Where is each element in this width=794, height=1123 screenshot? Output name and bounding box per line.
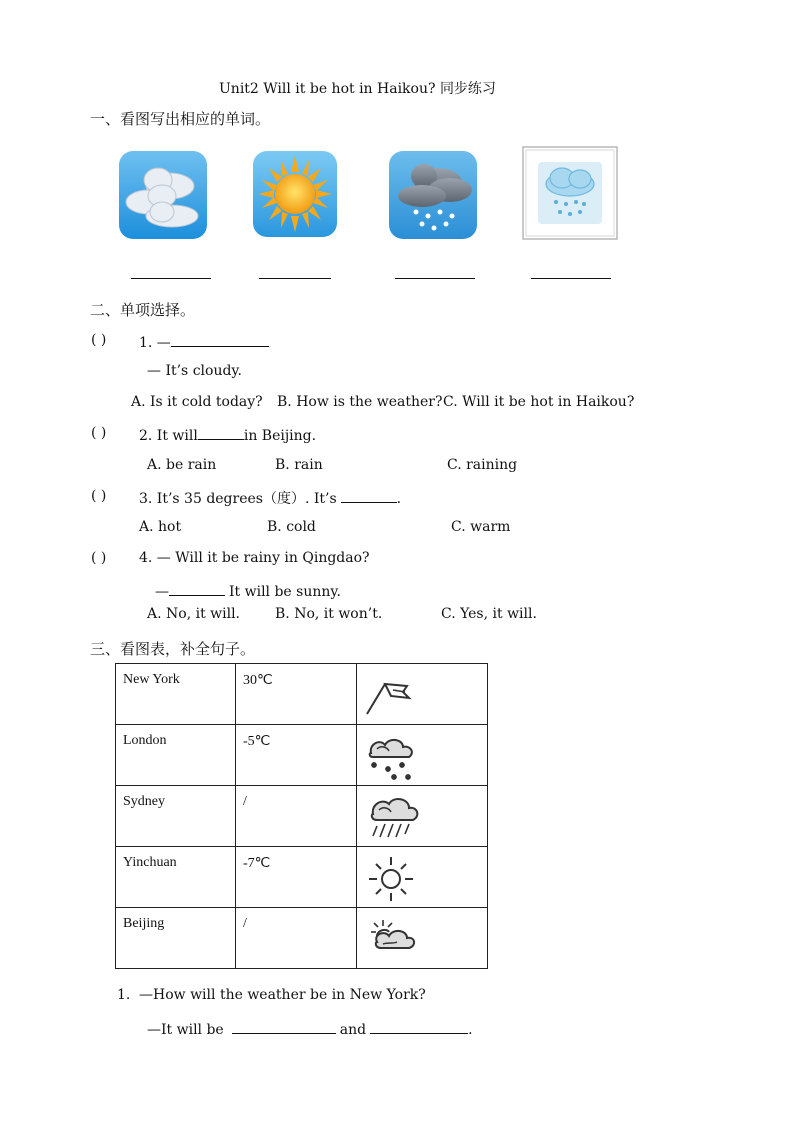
table-row <box>116 664 488 725</box>
q4-answer <box>155 581 341 600</box>
section-3-heading: 三、看图表，补全句子。 <box>90 640 256 658</box>
s3-q1-blank-1[interactable] <box>232 1019 336 1034</box>
q1-stem <box>139 332 269 351</box>
q2-blank[interactable] <box>198 425 244 440</box>
s3-q1-answer-pre: —It will be <box>147 1022 224 1038</box>
answer-line-1[interactable] <box>131 278 211 279</box>
s3-q1-question: —How will the weather be in New York? <box>139 987 426 1003</box>
q1-stem-text: 1. — <box>139 335 171 351</box>
q3-stem <box>139 488 401 508</box>
rainy-cloud-icon <box>522 146 618 244</box>
city-cell: Sydney <box>116 786 236 847</box>
sunny-icon <box>252 150 338 242</box>
q4-stem: 4. — Will it be rainy in Qingdao? <box>139 550 370 566</box>
section-1-heading: 一、看图写出相应的单词。 <box>90 110 271 128</box>
q4-option-b[interactable]: B. No, it won’t. <box>275 606 383 622</box>
page-title: Unit2 Will it be hot in Haikou? 同步练习 <box>219 81 496 97</box>
q4-option-c[interactable]: C. Yes, it will. <box>441 606 537 622</box>
table-row <box>116 786 488 847</box>
q1-option-c[interactable]: C. Will it be hot in Haikou? <box>443 394 635 410</box>
q4-paren[interactable]: ( ) <box>91 550 107 566</box>
q1-option-b[interactable]: B. How is the weather? <box>277 394 443 410</box>
answer-line-3[interactable] <box>395 278 475 279</box>
weather-icon-cell <box>357 908 488 969</box>
sunny-icon <box>363 853 419 903</box>
weather-icon-cell <box>357 847 488 908</box>
q3-option-c[interactable]: C. warm <box>451 519 511 535</box>
s3-q1-answer-post: . <box>468 1022 473 1038</box>
q3-option-a[interactable]: A. hot <box>139 519 182 535</box>
temp-cell: 30℃ <box>236 664 357 725</box>
q3-stem-post: . <box>396 491 402 507</box>
table-row <box>116 725 488 786</box>
q3-paren[interactable]: ( ) <box>91 488 107 504</box>
q3-option-b[interactable]: B. cold <box>267 519 316 535</box>
weather-icon-cell <box>357 664 488 725</box>
weather-icon-cell <box>357 725 488 786</box>
city-cell: Yinchuan <box>116 847 236 908</box>
q4-answer-post: It will be sunny. <box>229 584 341 600</box>
q2-stem-post: in Beijing. <box>243 428 317 444</box>
q4-option-a[interactable]: A. No, it will. <box>147 606 241 622</box>
table-row <box>116 847 488 908</box>
sun-cloud-icon <box>363 914 419 960</box>
answer-line-4[interactable] <box>531 278 611 279</box>
temp-cell: / <box>236 786 357 847</box>
q2-paren[interactable]: ( ) <box>91 425 107 441</box>
city-cell: New York <box>116 664 236 725</box>
q1-blank[interactable] <box>171 332 269 347</box>
s3-q1-answer-mid: and <box>339 1022 367 1038</box>
answer-line-2[interactable] <box>259 278 331 279</box>
q2-stem <box>139 425 316 444</box>
snowy-icon <box>363 731 419 783</box>
table-row <box>116 908 488 969</box>
rainy-icon <box>363 792 425 842</box>
q1-option-a[interactable]: A. Is it cold today? <box>131 394 263 410</box>
snowy-cloud-icon <box>388 150 478 244</box>
temp-cell: -5℃ <box>236 725 357 786</box>
cloudy-icon <box>118 150 208 244</box>
q3-stem-pre: 3. It’s 35 degrees（度）. It’s <box>139 491 337 507</box>
q4-blank[interactable] <box>169 581 225 596</box>
temp-cell: / <box>236 908 357 969</box>
s3-q1-blank-2[interactable] <box>370 1019 468 1034</box>
windy-flag-icon <box>363 670 419 718</box>
temp-cell: -7℃ <box>236 847 357 908</box>
q2-option-a[interactable]: A. be rain <box>147 457 217 473</box>
q2-stem-pre: 2. It will <box>139 428 198 444</box>
s3-q1-answer <box>147 1019 473 1038</box>
section-2-heading: 二、单项选择。 <box>90 301 196 319</box>
q4-answer-pre: — <box>155 584 169 600</box>
q2-option-c[interactable]: C. raining <box>447 457 518 473</box>
city-cell: Beijing <box>116 908 236 969</box>
s3-q1-num: 1. <box>117 987 131 1003</box>
weather-icon-cell <box>357 786 488 847</box>
city-cell: London <box>116 725 236 786</box>
q1-answer-line: — It’s cloudy. <box>147 363 242 379</box>
q3-blank[interactable] <box>341 488 397 503</box>
weather-table <box>115 663 488 969</box>
q1-paren[interactable]: ( ) <box>91 332 107 348</box>
q2-option-b[interactable]: B. rain <box>275 457 323 473</box>
